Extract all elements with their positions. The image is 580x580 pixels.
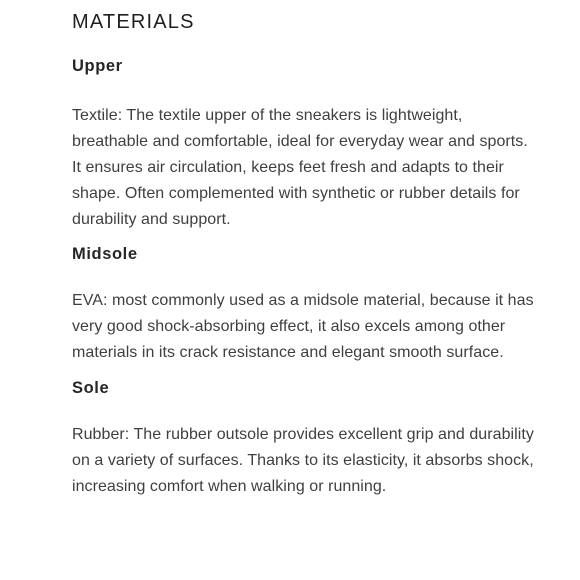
section-heading-midsole: Midsole [72,245,138,263]
section-text-upper: Textile: The textile upper of the sneakers is lightweight, breathable and comfortable, ideal for everyday wear and sports. It ensures air circulation, keeps feet fresh and adapts to their shape. Often complemented with synthetic or rubber details for durability and support. [72,107,528,228]
section-text-sole: Rubber: The rubber outsole provides excellent grip and durability on a variety of surfaces. Thanks to its elasticity, it absorbs shock, increasing comfort when walking or running. [72,426,534,495]
section-text-midsole: EVA: most commonly used as a midsole material, because it has very good shock-absorbing effect, it also excels among other materials in its crack resistance and elegant smooth surface. [72,292,534,361]
section-heading-upper: Upper [72,57,123,75]
section-heading-sole: Sole [72,379,110,397]
page-title: MATERIALS [72,11,195,33]
